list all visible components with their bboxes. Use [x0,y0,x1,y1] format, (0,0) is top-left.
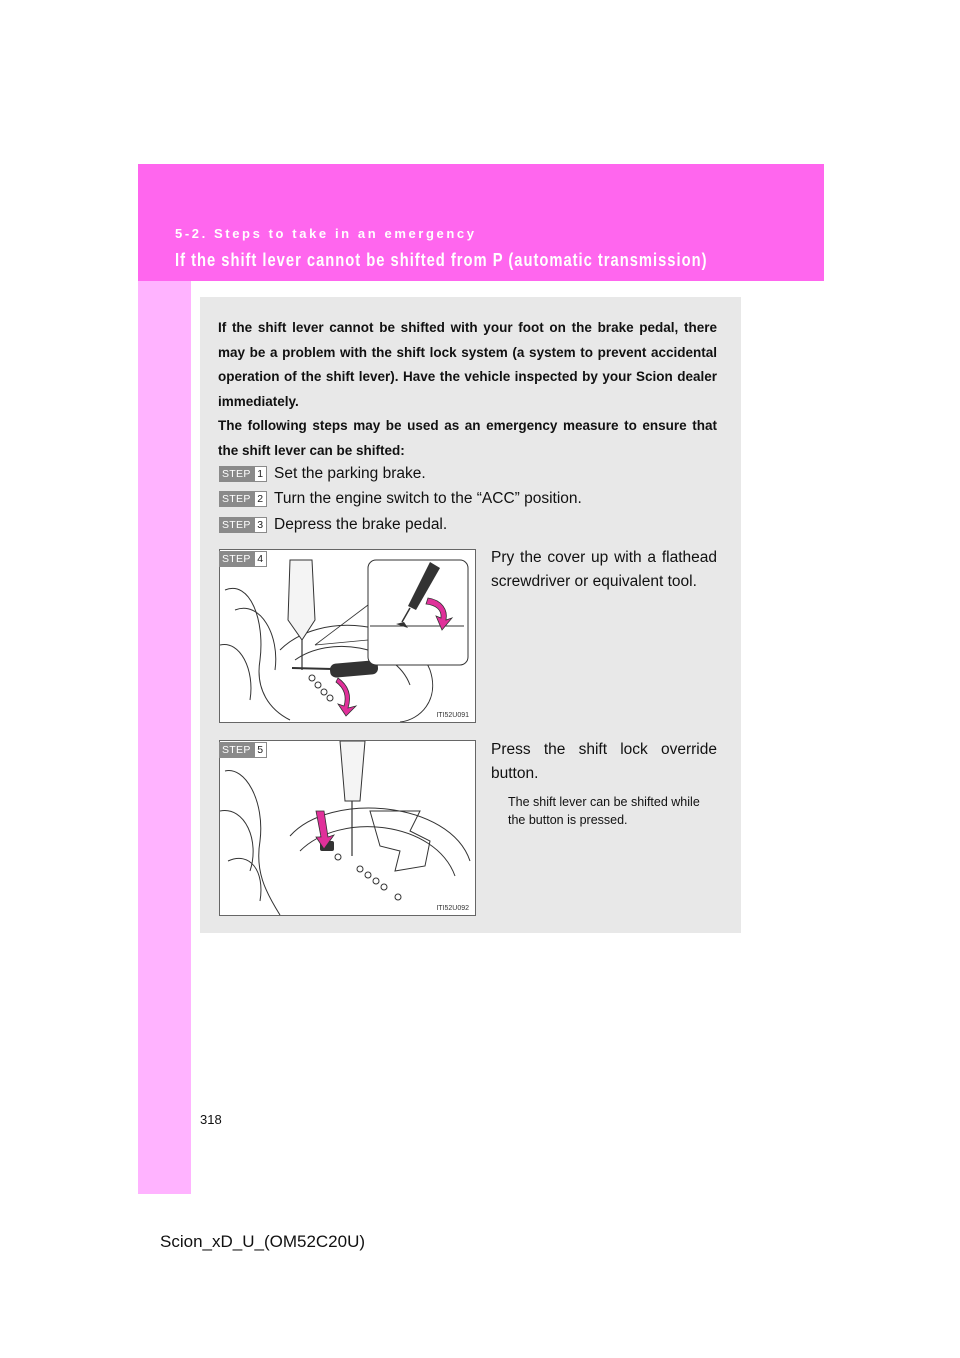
page-title: If the shift lever cannot be shifted from P (automatic transmission) [175,250,708,270]
step-4-text: Pry the cover up with a flathead screwdriver or equivalent tool. [491,549,717,590]
intro-para-1: If the shift lever cannot be shifted with your foot on the brake pedal, there may be a problem with the shift lock system (a system to prevent accidental operation of the shift lever). Have the vehicle inspected by your Scion dealer immediately. [218,320,717,409]
step-2-text: Turn the engine switch to the “ACC” position. [274,490,582,507]
section-label: 5-2. Steps to take in an emergency [175,226,477,241]
step-badge-number: 1 [254,466,267,482]
figure-code: ITI52U091 [436,712,469,719]
chapter-sidebar [138,164,191,1194]
step-1-text: Set the parking brake. [274,465,426,482]
page-number: 318 [200,1112,222,1127]
step-5-note: The shift lever can be shifted while the button is pressed. [508,795,700,827]
step-5-text: Press the shift lock override button. [491,741,717,782]
screwdriver-pry-drawing [220,550,475,722]
step-badge-word: STEP [219,466,254,482]
step-badge-2 [219,491,267,507]
step-badge-word: STEP [219,491,254,507]
step-badge-3 [219,517,267,533]
step-badge-1 [219,466,267,482]
step-badge-number: 5 [254,742,267,758]
intro-para-2: The following steps may be used as an emergency measure to ensure that the shift lever can be shifted: [218,418,717,458]
step-badge-word: STEP [219,517,254,533]
step-badge-4 [219,551,267,567]
intro-text [218,316,717,463]
step-badge-number: 4 [254,551,267,567]
shift-lock-override-drawing [220,741,475,915]
figure-code: ITI52U092 [436,905,469,912]
step-badge-number: 3 [254,517,267,533]
step-badge-5 [219,742,267,758]
step-badge-number: 2 [254,491,267,507]
step-3-text: Depress the brake pedal. [274,516,448,533]
document-footer: Scion_xD_U_(OM52C20U) [160,1232,366,1251]
step-badge-word: STEP [219,551,254,567]
step-badge-word: STEP [219,742,254,758]
step-5-illustration [219,740,476,916]
step-4-illustration [219,549,476,723]
